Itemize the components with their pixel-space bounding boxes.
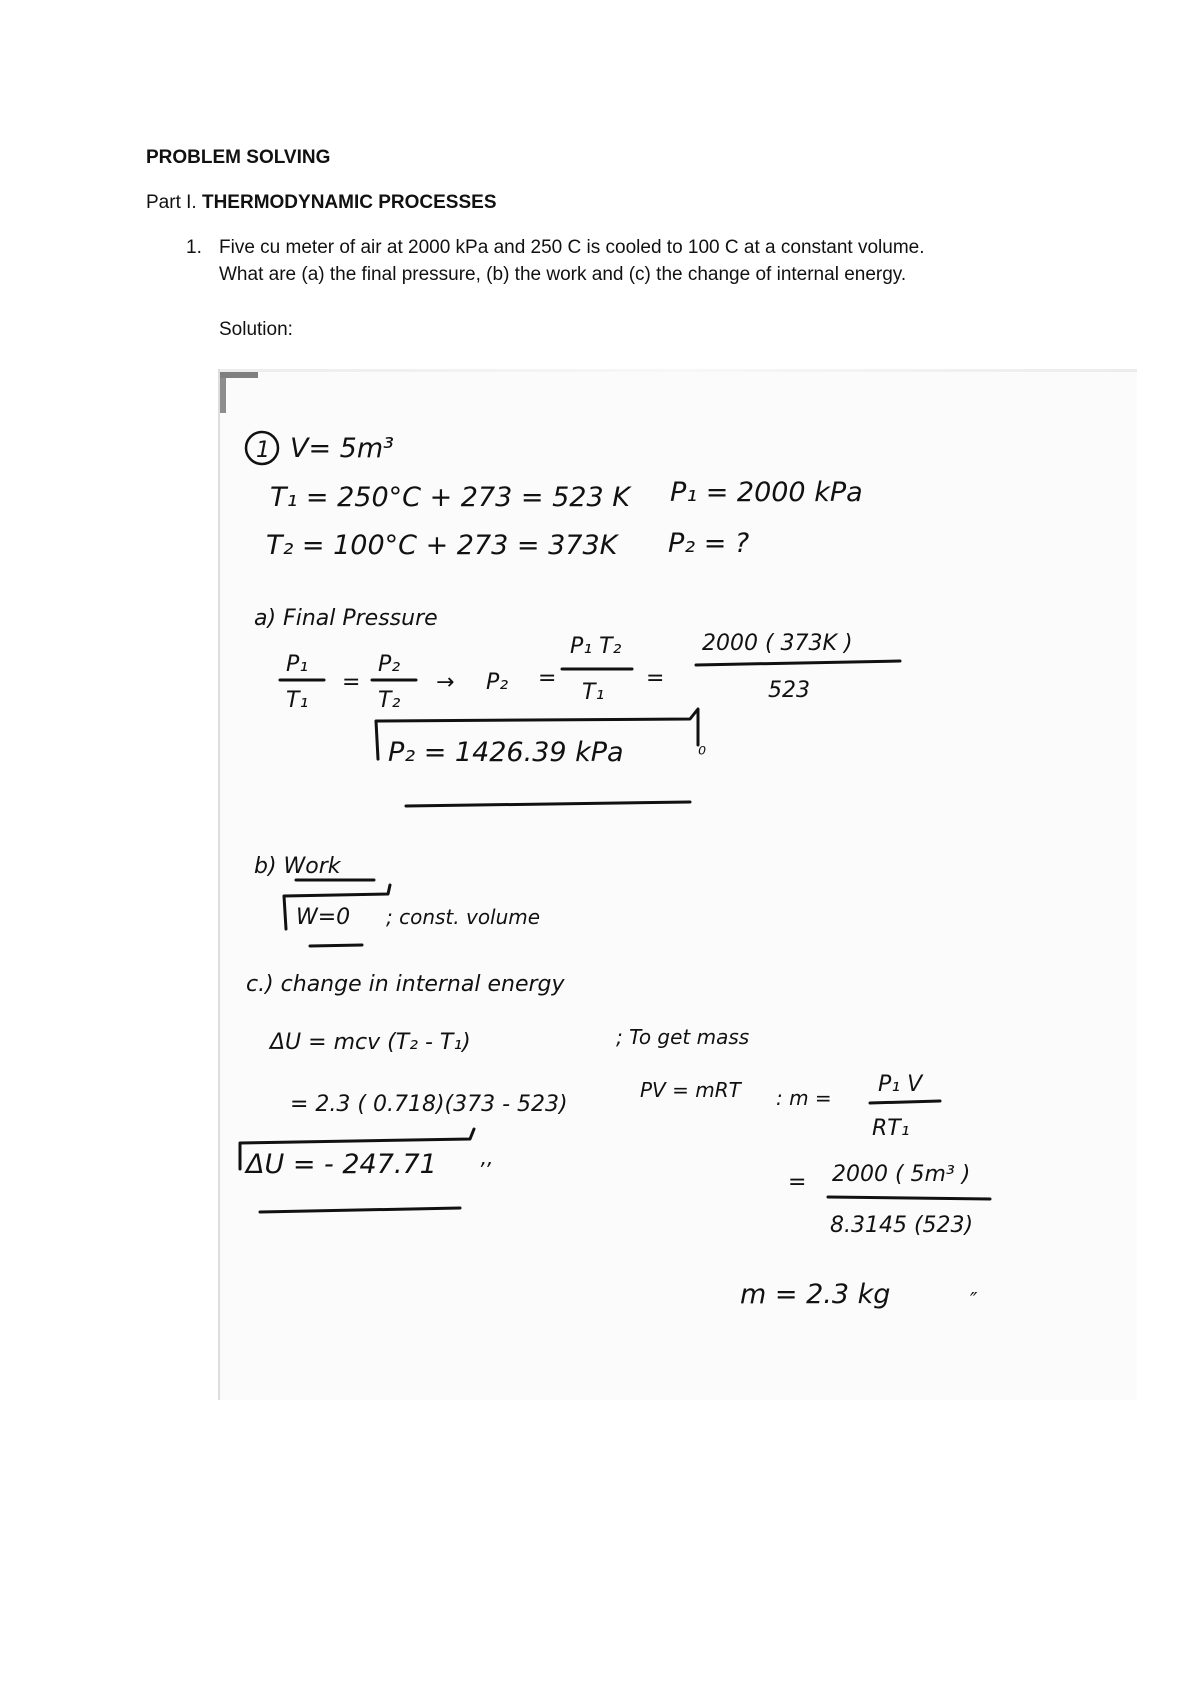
given-t1: T₁ = 250°C + 273 = 523 K bbox=[270, 482, 630, 513]
problem-number: 1. bbox=[186, 237, 202, 258]
part-c-heading: c.) change in internal energy bbox=[246, 972, 565, 997]
mass-calc-denominator: 8.3145 (523) bbox=[830, 1213, 974, 1238]
p2-symbol: P₂ bbox=[486, 670, 509, 695]
part-title: THERMODYNAMIC PROCESSES bbox=[201, 192, 497, 213]
answer-b-underline bbox=[310, 945, 362, 946]
answer-c: ΔU = - 247.71 bbox=[246, 1149, 437, 1180]
handwritten-solution-scan bbox=[218, 369, 1137, 1400]
part-prefix: Part I. bbox=[146, 192, 202, 213]
part-heading bbox=[146, 190, 497, 216]
mass-result: m = 2.3 kg bbox=[740, 1279, 891, 1310]
implies-arrow: → bbox=[436, 670, 455, 695]
frac-p1: P₁ bbox=[286, 652, 309, 677]
solution-label: Solution: bbox=[219, 319, 293, 340]
mass-calc-numerator: 2000 ( 5m³ ) bbox=[832, 1162, 971, 1187]
part-b-heading: b) Work bbox=[254, 854, 341, 879]
answer-a-underline bbox=[406, 802, 690, 806]
equals-sign-3: = bbox=[646, 666, 665, 691]
delta-u-substitution: = 2.3 ( 0.718)(373 - 523) bbox=[290, 1092, 568, 1117]
given-p2: P₂ = ? bbox=[668, 528, 750, 559]
mass-frac-line bbox=[870, 1101, 940, 1103]
answer-a: P₂ = 1426.39 kPa bbox=[388, 737, 624, 768]
frac-t2: T₂ bbox=[378, 688, 401, 713]
mass-calc-equals: = bbox=[788, 1170, 807, 1195]
mass-calc-frac-line bbox=[828, 1197, 990, 1199]
frac-t1b: T₁ bbox=[582, 680, 605, 705]
frac-p2: P₂ bbox=[378, 652, 401, 677]
frac-t1: T₁ bbox=[286, 688, 309, 713]
calc-denominator: 523 bbox=[768, 678, 810, 703]
calc-numerator: 2000 ( 373K ) bbox=[702, 631, 853, 656]
given-p1: P₁ = 2000 kPa bbox=[670, 477, 863, 508]
given-t2: T₂ = 100°C + 273 = 373K bbox=[266, 530, 618, 561]
ideal-gas-law: PV = mRT bbox=[640, 1078, 741, 1102]
mass-denominator: RT₁ bbox=[872, 1116, 910, 1141]
answer-c-mark: ’’ bbox=[478, 1158, 491, 1182]
mass-numerator: P₁ V bbox=[878, 1072, 923, 1097]
answer-b: W=0 bbox=[296, 905, 351, 930]
document-title: PROBLEM SOLVING bbox=[146, 147, 331, 168]
mass-equation: : m = bbox=[776, 1086, 832, 1110]
given-volume: V= 5m³ bbox=[290, 433, 394, 464]
mass-note: ; To get mass bbox=[616, 1025, 750, 1049]
problem-statement-line-2: What are (a) the final pressure, (b) the work and (c) the change of internal energy. bbox=[219, 264, 907, 285]
frac-line-calc bbox=[696, 661, 900, 665]
part-a-heading: a) Final Pressure bbox=[254, 606, 438, 631]
delta-u-formula: ΔU = mcv (T₂ - T₁) bbox=[270, 1030, 471, 1055]
problem-statement-line-1: Five cu meter of air at 2000 kPa and 250 C is cooled to 100 C at a constant volume. bbox=[219, 237, 925, 258]
equals-sign-2: = bbox=[538, 666, 557, 691]
frac-p1t2: P₁ T₂ bbox=[570, 634, 622, 659]
answer-b-note: ; const. volume bbox=[386, 905, 541, 929]
item-number: 1 bbox=[256, 438, 270, 463]
answer-c-underline bbox=[260, 1208, 460, 1212]
equals-sign-1: = bbox=[342, 670, 361, 695]
answer-a-mark: ⁰ bbox=[698, 742, 707, 766]
mass-result-mark: ″ bbox=[970, 1288, 978, 1312]
handwriting-layer bbox=[220, 369, 1137, 1400]
